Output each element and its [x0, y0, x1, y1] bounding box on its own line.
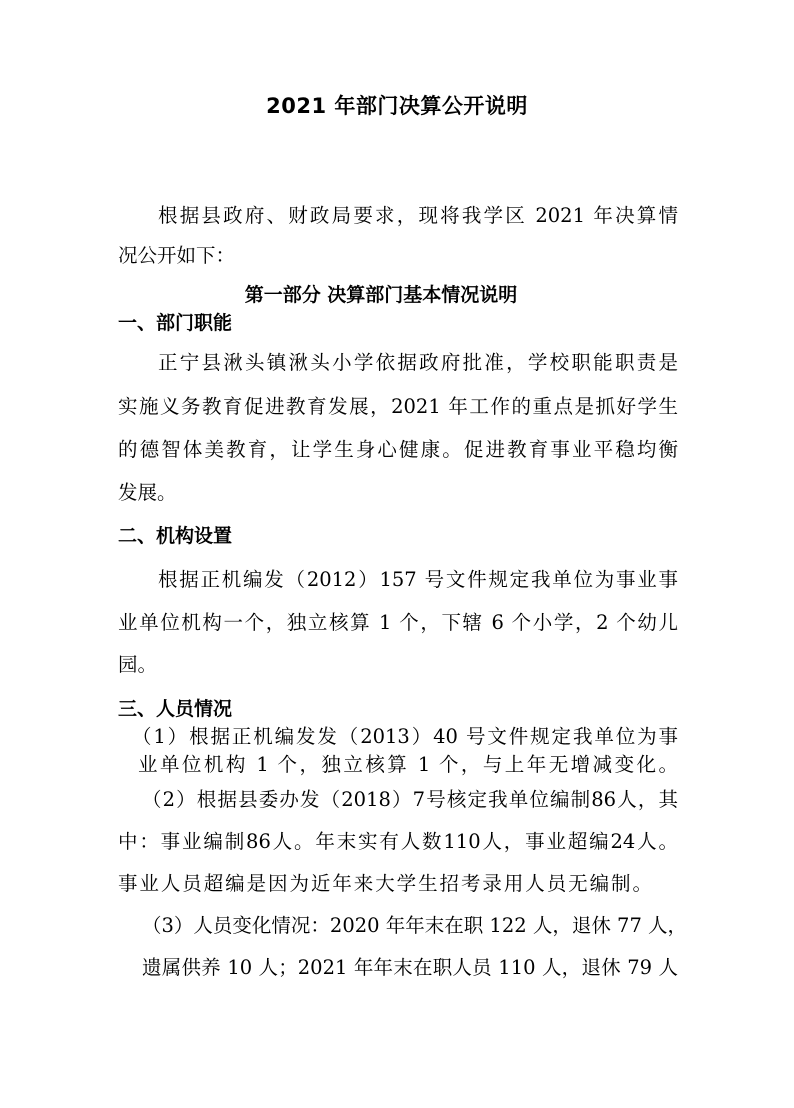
section2-line-1: 根据正机编发（2012）157 号文件规定我单位为事业事: [158, 568, 678, 591]
section3-line-7: 遗属供养 10 人；2021 年年末在职人员 110 人，退休 79 人: [142, 956, 678, 979]
section3-line-1: （1）根据正机编发发（2013）40 号文件规定我单位为事: [132, 725, 678, 748]
section3-line-5: 事业人员超编是因为近年来大学生招考录用人员无编制。: [118, 872, 652, 895]
intro-line-2: 况公开如下：: [118, 244, 236, 267]
section1-line-3: 的德智体美教育，让学生身心健康。促进教育事业平稳均衡: [118, 438, 678, 461]
section1-line-4: 发展。: [118, 481, 177, 504]
intro-line-1: 根据县政府、财政局要求，现将我学区 2021 年决算情: [158, 204, 678, 227]
section1-line-2: 实施义务教育促进教育发展，2021 年工作的重点是抓好学生: [118, 395, 678, 418]
section3-line-3: （2）根据县委办发（2018）7号核定我单位编制86人，其: [142, 788, 678, 811]
section3-heading: 三、人员情况: [118, 698, 233, 720]
section3-line-2: 业单位机构 1 个，独立核算 1 个，与上年无增减变化。: [138, 753, 678, 776]
section1-heading: 一、部门职能: [118, 312, 233, 334]
section1-line-1: 正宁县湫头镇湫头小学依据政府批准，学校职能职责是: [158, 351, 678, 374]
part1-heading: 第一部分 决算部门基本情况说明: [244, 284, 518, 306]
section3-line-6: （3）人员变化情况：2020 年年末在职 122 人，退休 77 人，: [142, 914, 688, 937]
section2-heading: 二、机构设置: [118, 525, 233, 547]
section2-line-3: 园。: [118, 653, 158, 676]
document-title: 2021 年部门决算公开说明: [266, 94, 528, 118]
section3-line-4: 中：事业编制86人。年末实有人数110人，事业超编24人。: [118, 830, 678, 853]
section2-line-2: 业单位机构一个，独立核算 1 个，下辖 6 个小学，2 个幼儿: [118, 611, 678, 634]
